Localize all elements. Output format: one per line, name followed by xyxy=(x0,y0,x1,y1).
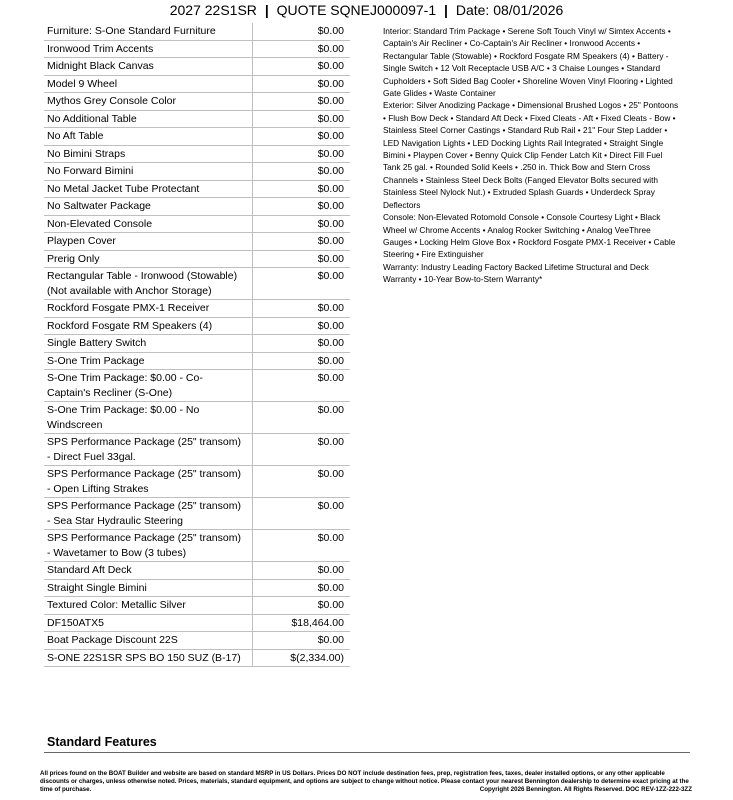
option-name: S-ONE 22S1SR SPS BO 150 SUZ (B-17) xyxy=(44,649,252,667)
option-row xyxy=(44,75,350,93)
option-price: $0.00 xyxy=(252,180,350,198)
option-price: $0.00 xyxy=(252,40,350,58)
option-name: SPS Performance Package (25" transom) - Direct Fuel 33gal. xyxy=(44,434,252,466)
option-row xyxy=(44,233,350,251)
option-row xyxy=(44,498,350,530)
option-name: Midnight Black Canvas xyxy=(44,58,252,76)
option-price: $0.00 xyxy=(252,498,350,530)
options-table xyxy=(44,23,350,667)
option-price: $0.00 xyxy=(252,402,350,434)
option-name: No Metal Jacket Tube Protectant xyxy=(44,180,252,198)
option-row xyxy=(44,597,350,615)
option-price: $0.00 xyxy=(252,317,350,335)
option-price: $0.00 xyxy=(252,110,350,128)
option-name: Prerig Only xyxy=(44,250,252,268)
option-row xyxy=(44,649,350,667)
option-name: Mythos Grey Console Color xyxy=(44,93,252,111)
option-row xyxy=(44,198,350,216)
option-row xyxy=(44,23,350,40)
option-name: Standard Aft Deck xyxy=(44,562,252,580)
option-price: $0.00 xyxy=(252,597,350,615)
option-row xyxy=(44,632,350,650)
option-row xyxy=(44,93,350,111)
option-name: No Forward Bimini xyxy=(44,163,252,181)
option-name: Model 9 Wheel xyxy=(44,75,252,93)
option-name: Non-Elevated Console xyxy=(44,215,252,233)
option-row xyxy=(44,110,350,128)
option-row xyxy=(44,434,350,466)
option-name: S-One Trim Package: $0.00 - Co-Captain's Recliner (S-One) xyxy=(44,370,252,402)
option-name: S-One Trim Package xyxy=(44,352,252,370)
option-name: Rockford Fosgate RM Speakers (4) xyxy=(44,317,252,335)
warranty-features: Warranty: Industry Leading Factory Backed Lifetime Structural and Deck Warranty • 10-Year Bow-to-Stern Warranty* xyxy=(383,261,649,285)
option-row xyxy=(44,579,350,597)
option-price: $0.00 xyxy=(252,163,350,181)
option-row xyxy=(44,250,350,268)
option-name: No Additional Table xyxy=(44,110,252,128)
option-name: Rockford Fosgate PMX-1 Receiver xyxy=(44,300,252,318)
option-row xyxy=(44,530,350,562)
option-price: $18,464.00 xyxy=(252,614,350,632)
footer-disclaimer: All prices found on the BOAT Builder and website are based on standard MSRP in US Dollars. Prices DO NOT include destination fees, prep, registration fees, taxes, dealer installed options, or any other applicable discounts or charges, unless otherwise noted. Prices, materials, standard equipment, and options are subject to change without notice. Please contact your nearest Bennington dealership to determine exact pricing at the time of purchase. xyxy=(40,770,689,794)
option-row xyxy=(44,352,350,370)
option-name: Straight Single Bimini xyxy=(44,579,252,597)
option-name: No Saltwater Package xyxy=(44,198,252,216)
option-price: $0.00 xyxy=(252,632,350,650)
option-name: No Bimini Straps xyxy=(44,145,252,163)
option-row xyxy=(44,40,350,58)
option-price: $0.00 xyxy=(252,145,350,163)
option-row xyxy=(44,466,350,498)
option-price: $0.00 xyxy=(252,233,350,251)
option-name: S-One Trim Package: $0.00 - No Windscreen xyxy=(44,402,252,434)
interior-features: Interior: Standard Trim Package • Serene Soft Touch Vinyl w/ Simtex Accents • Captain's Air Recliner • Co-Captain's Air Recliner • Ironwood Accents • Rectangular Table (Stowable) • Rockford Fosgate RM Speakers (4) • Battery - Single Switch • 12 Volt Receptacle USB A/C • 3 Chaise Lounges • Standard Cupholders • Soft Sided Bag Cooler • Shoreline Woven Vinyl Flooring • Lighted Gate Glides • Waste Container xyxy=(383,26,673,99)
option-name: Single Battery Switch xyxy=(44,335,252,353)
option-price: $0.00 xyxy=(252,352,350,370)
option-price: $0.00 xyxy=(252,466,350,498)
option-row xyxy=(44,163,350,181)
option-row xyxy=(44,317,350,335)
option-name: DF150ATX5 xyxy=(44,614,252,632)
exterior-features: Exterior: Silver Anodizing Package • Dimensional Brushed Logos • 25" Pontoons • Flush Bow Deck • Standard Aft Deck • Fixed Cleats - Aft • Fixed Cleats - Bow • Stainless Steel Corner Castings • Standard Rub Rail • 21" Four Step Ladder • LED Navigation Lights • LED Docking Lights Rail Integrated • Straight Single Bimini • Playpen Cover • Benny Quick Clip Fender Latch Kit • Direct Fill Fuel Tank 25 gal. • Rounded Solid Keels • .250 in. Thick Bow and Stern Cross Channels • Stainless Steel Deck Bolts (Fanged Elevator Bolts secured with Stainless Steel Nylock Nut.) • Extruded Splash Guards • Underdeck Spray Deflectors xyxy=(383,100,679,210)
option-price: $(2,334.00) xyxy=(252,649,350,667)
model-name: 2027 22S1SR xyxy=(169,2,257,18)
quote-number: QUOTE SQNEJ000097-1 xyxy=(276,2,437,18)
option-row xyxy=(44,370,350,402)
quote-header xyxy=(0,0,733,22)
option-price: $0.00 xyxy=(252,530,350,562)
footer xyxy=(40,770,692,795)
option-price: $0.00 xyxy=(252,23,350,40)
option-name: SPS Performance Package (25" transom) - Sea Star Hydraulic Steering xyxy=(44,498,252,530)
footer-copyright: Copyright 2026 Bennington. All Rights Reserved. DOC REV-1ZZ-222-3ZZ xyxy=(479,786,692,794)
option-row xyxy=(44,335,350,353)
option-row xyxy=(44,215,350,233)
quote-date: Date: 08/01/2026 xyxy=(455,2,564,18)
option-name: Boat Package Discount 22S xyxy=(44,632,252,650)
option-row xyxy=(44,614,350,632)
standard-features-heading: Standard Features xyxy=(47,735,157,749)
option-price: $0.00 xyxy=(252,75,350,93)
option-name: SPS Performance Package (25" transom) - Wavetamer to Bow (3 tubes) xyxy=(44,530,252,562)
option-price: $0.00 xyxy=(252,250,350,268)
option-price: $0.00 xyxy=(252,58,350,76)
option-price: $0.00 xyxy=(252,268,350,300)
option-name: Ironwood Trim Accents xyxy=(44,40,252,58)
option-price: $0.00 xyxy=(252,198,350,216)
option-name: SPS Performance Package (25" transom) - Open Lifting Strakes xyxy=(44,466,252,498)
option-row xyxy=(44,58,350,76)
console-features: Console: Non-Elevated Rotomold Console • Console Courtesy Light • Black Wheel w/ Chrome Accents • Analog Rocker Switching • Analog VeeThree Gauges • Locking Helm Glove Box • Rockford Fosgate PMX-1 Receiver • Cable Steering • Fire Extinguisher xyxy=(383,212,676,260)
options-table-body xyxy=(44,23,350,667)
option-price: $0.00 xyxy=(252,300,350,318)
option-row xyxy=(44,562,350,580)
option-name: Playpen Cover xyxy=(44,233,252,251)
option-name: Textured Color: Metallic Silver xyxy=(44,597,252,615)
option-price: $0.00 xyxy=(252,215,350,233)
option-price: $0.00 xyxy=(252,128,350,146)
option-price: $0.00 xyxy=(252,370,350,402)
header-separator: | xyxy=(264,2,269,18)
option-price: $0.00 xyxy=(252,579,350,597)
option-name: Rectangular Table - Ironwood (Stowable) (Not available with Anchor Storage) xyxy=(44,268,252,300)
header-separator: | xyxy=(444,2,448,18)
option-price: $0.00 xyxy=(252,93,350,111)
option-row xyxy=(44,180,350,198)
option-row xyxy=(44,145,350,163)
option-row xyxy=(44,300,350,318)
option-price: $0.00 xyxy=(252,335,350,353)
standard-features-list xyxy=(383,25,679,286)
section-divider xyxy=(44,752,690,753)
option-row xyxy=(44,128,350,146)
option-price: $0.00 xyxy=(252,562,350,580)
option-price: $0.00 xyxy=(252,434,350,466)
option-name: Furniture: S-One Standard Furniture xyxy=(44,23,252,40)
option-row xyxy=(44,268,350,300)
option-name: No Aft Table xyxy=(44,128,252,146)
option-row xyxy=(44,402,350,434)
